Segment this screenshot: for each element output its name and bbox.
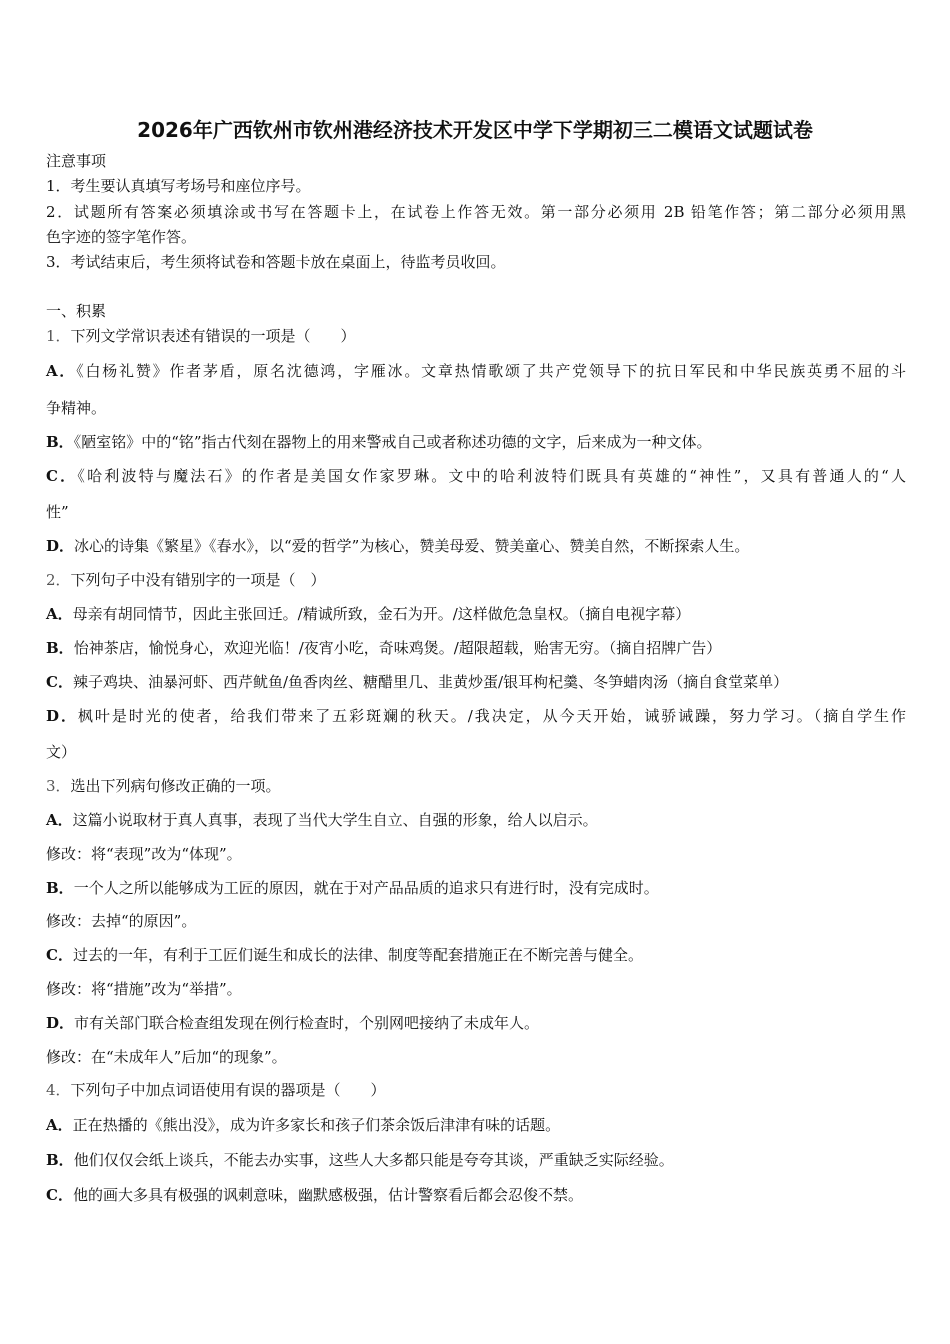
option-fix: 修改：在“未成年人”后加“的现象”。: [46, 1048, 287, 1066]
question-text: 下列文学常识表述有错误的一项是（ ）: [70, 327, 356, 345]
page-title: 2026年广西钦州市钦州港经济技术开发区中学下学期初三二模语文试题试卷: [137, 118, 813, 142]
option-text: 怡神茶店，愉悦身心，欢迎光临！/夜宵小吃，奇味鸡煲。/超限超载，贻害无穷。（摘自招牌广告）: [73, 639, 722, 657]
option-label: B．: [46, 1151, 74, 1169]
option-continuation: 性”: [46, 503, 69, 521]
question-3-stem: [46, 776, 906, 796]
question-text: 选出下列病句修改正确的一项。: [70, 777, 281, 795]
question-4-stem: [46, 1080, 906, 1100]
option-text: 他们仅仅会纸上谈兵，不能去办实事，这些人大多都只能是夸夸其谈，严重缺乏实际经验。: [73, 1151, 674, 1169]
question-number: 4．: [46, 1081, 71, 1099]
option-label: A．: [46, 1116, 73, 1134]
option-b: [46, 878, 906, 898]
option-c: [46, 945, 906, 965]
option-text: 一个人之所以能够成为工匠的原因，就在于对产品品质的追求只有进行时，没有完成时。: [73, 879, 659, 897]
option-label: A．: [46, 811, 73, 829]
option-fix: 修改：将“表现”改为“体现”。: [46, 845, 242, 863]
option-b: [46, 1150, 906, 1170]
option-b: [46, 638, 906, 658]
question-number: 2．: [46, 571, 71, 589]
option-text: 正在热播的《熊出没》，成为许多家长和孩子们茶余饭后津津有味的话题。: [72, 1116, 561, 1134]
option-text: 《哈利波特与魔法石》的作者是美国女作家罗琳。文中的哈利波特们既具有英雄的“神性”，又具有普通人的“人: [77, 467, 906, 485]
option-label: C．: [46, 946, 73, 964]
notice-heading: 注意事项: [46, 152, 107, 170]
option-label: D．: [46, 1014, 75, 1032]
question-text: 下列句子中没有错别字的一项是（ ）: [70, 571, 326, 589]
option-text: 《白杨礼赞》作者茅盾，原名沈德鸿，字雁冰。文章热情歌颂了共产党领导下的抗日军民和中华民族英勇不屈的斗: [76, 362, 906, 380]
option-label: C．: [46, 467, 78, 485]
section-heading: 一、积累: [46, 302, 107, 320]
option-label: B．: [46, 639, 74, 657]
option-text: 《陋室铭》中的“铭”指古代刻在器物上的用来警戒自己或者称述功德的文字，后来成为一种文体。: [73, 433, 712, 451]
option-continuation: 文）: [46, 743, 77, 761]
option-label: A．: [46, 362, 77, 380]
option-label: B．: [46, 879, 74, 897]
option-label: C．: [46, 673, 73, 691]
option-fix: 修改：去掉“的原因”。: [46, 912, 197, 930]
option-text: 冰心的诗集《繁星》《春水》，以“爱的哲学”为核心，赞美母爱、赞美童心、赞美自然，不断探索人生。: [74, 537, 750, 555]
option-d: [46, 1013, 906, 1033]
option-b: [46, 432, 906, 452]
option-text: 这篇小说取材于真人真事，表现了当代大学生自立、自强的形象，给人以启示。: [72, 811, 598, 829]
option-text: 过去的一年，有利于工匠们诞生和成长的法律、制度等配套措施正在不断完善与健全。: [72, 946, 643, 964]
option-text: 母亲有胡同情节，因此主张回迁。/精诚所致，金石为开。/这样做危急皇权。（摘自电视字幕）: [72, 605, 691, 623]
option-text: 市有关部门联合检查组发现在例行检查时，个别网吧接纳了未成年人。: [74, 1014, 540, 1032]
notice-item: 色字迹的签字笔作答。: [46, 228, 197, 246]
question-text: 下列句子中加点词语使用有误的器项是（ ）: [70, 1081, 386, 1099]
option-fix: 修改：将“措施”改为“举措”。: [46, 980, 242, 998]
option-a: [46, 1115, 906, 1135]
notice-item: 2．试题所有答案必须填涂或书写在答题卡上，在试卷上作答无效。第一部分必须用 2B 铅笔作答；第二部分必须用黑: [46, 203, 906, 221]
option-label: D．: [46, 537, 75, 555]
notice-item: 1．考生要认真填写考场号和座位序号。: [46, 177, 311, 195]
question-number: 1．: [46, 327, 71, 345]
option-c: [46, 672, 906, 692]
question-1-stem: [46, 326, 906, 346]
notice-item: 3．考试结束后，考生须将试卷和答题卡放在桌面上，待监考员收回。: [46, 253, 506, 271]
option-text: 枫叶是时光的使者，给我们带来了五彩斑斓的秋天。/我决定，从今天开始，诫骄诫躁，努力学习。（摘自学生作: [77, 707, 907, 725]
option-text: 辣子鸡块、油暴河虾、西芹鱿鱼/鱼香肉丝、糖醋里几、韭黄炒蛋/银耳枸杞羹、冬笋蜡肉汤（摘自食堂菜单）: [72, 673, 789, 691]
option-a: [46, 810, 906, 830]
question-number: 3．: [46, 777, 71, 795]
option-a: [46, 361, 906, 381]
option-c: [46, 1185, 906, 1205]
question-2-stem: [46, 570, 906, 590]
option-label: C．: [46, 1186, 73, 1204]
option-a: [46, 604, 906, 624]
option-label: D．: [46, 707, 78, 725]
option-c: [46, 466, 906, 486]
option-continuation: 争精神。: [46, 399, 107, 417]
option-label: A．: [46, 605, 73, 623]
option-d: [46, 536, 906, 556]
option-d: [46, 706, 906, 726]
option-text: 他的画大多具有极强的讽刺意味，幽默感极强，估计警察看后都会忍俊不禁。: [72, 1186, 583, 1204]
option-label: B．: [46, 433, 74, 451]
